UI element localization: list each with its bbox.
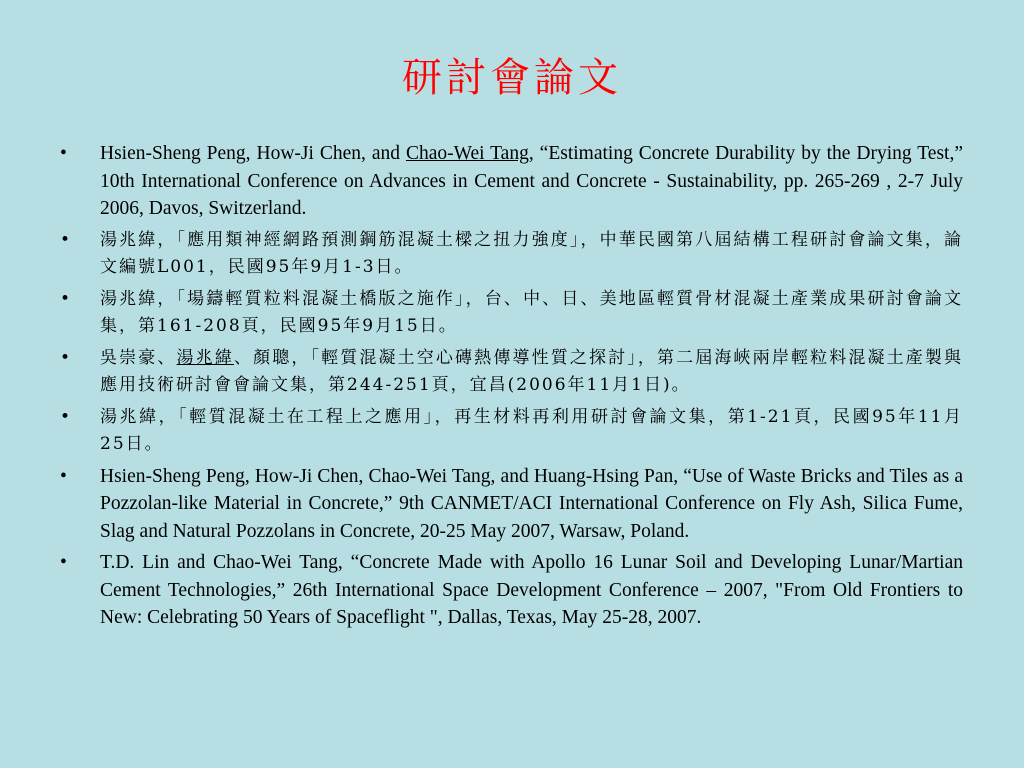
reference-item xyxy=(60,345,963,400)
reference-text: 湯兆緯，「輕質混凝土在工程上之應用」，再生材料再利用研討會論文集，第1-21頁，民國95年11月25日。 xyxy=(100,406,963,454)
underlined-author: Chao-Wei Tang xyxy=(405,143,529,164)
bullet: • xyxy=(60,465,67,487)
reference-list xyxy=(60,140,963,636)
reference-text: Hsien-Sheng Peng, How-Ji Chen, Chao-Wei Tang, and Huang-Hsing Pan, “Use of Waste Bricks and Tiles as a Pozzolan-like Material in Concrete,” 9th CANMET/ACI International Conference on Fly Ash, Silica Fume, Slag and Natural Pozzolans in Concrete, 20-25 May 2007, Warsaw, Poland. xyxy=(100,465,963,542)
bullet: • xyxy=(60,347,73,368)
bullet: • xyxy=(60,406,73,427)
bullet: • xyxy=(60,143,67,164)
reference-item xyxy=(60,404,963,459)
reference-text: 湯兆緯，「場鑄輕質粒料混凝土橋版之施作」，台、中、日、美地區輕質骨材混凝土產業成果研討會論文集，第161-208頁，民國95年9月15日。 xyxy=(100,288,963,336)
reference-item xyxy=(60,227,963,282)
reference-item xyxy=(60,286,963,341)
reference-text: 湯兆緯，「應用類神經網路預測鋼筋混凝土樑之扭力強度」，中華民國第八屆結構工程研討會論文集，論文編號L001，民國95年9月1-3日。 xyxy=(100,229,963,277)
slide-title: 研討會論文 xyxy=(402,55,622,101)
bullet: • xyxy=(60,229,73,250)
reference-text: , “Estimating Concrete Durability by the Drying Test,” 10th International Conference on Advances in Cement and Concrete - Sustainability, pp. 265-269 , 2-7 July 2006, Davos, Switzerland. xyxy=(100,143,963,219)
underlined-author: 湯兆緯 xyxy=(176,347,234,368)
reference-text: 吳崇豪、 xyxy=(100,347,177,368)
reference-item xyxy=(60,549,963,632)
bullet: • xyxy=(60,552,67,573)
reference-text: T.D. Lin and Chao-Wei Tang, “Concrete Made with Apollo 16 Lunar Soil and Developing Lunar/Martian Cement Technologies,” 26th International Space Development Conference – 2007, "From Old Frontiers to New: Celebrating 50 Years of Spaceflight ", Dallas, Texas, May 25-28, 2007. xyxy=(100,552,963,628)
reference-item xyxy=(60,463,963,546)
bullet: • xyxy=(60,288,73,309)
reference-text: 、顏聰，「輕質混凝土空心磚熱傳導性質之探討」，第二屆海峽兩岸輕粒料混凝土產製與應用技術研討會會論文集，第244-251頁，宜昌(2006年11月1日)。 xyxy=(100,347,964,395)
reference-item xyxy=(60,140,963,223)
reference-text: Hsien-Sheng Peng, How-Ji Chen, and xyxy=(100,143,406,164)
